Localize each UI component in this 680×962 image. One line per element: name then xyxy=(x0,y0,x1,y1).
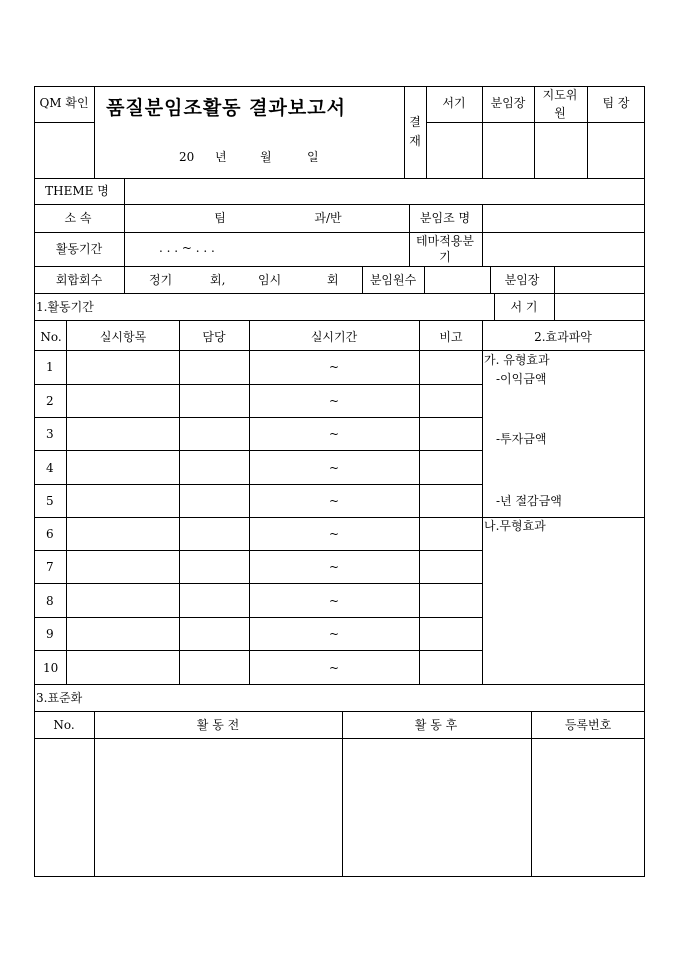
team-label: 팀 xyxy=(214,211,226,225)
divider xyxy=(34,738,645,739)
effects-title: 2.효과파악 xyxy=(534,330,592,344)
divider xyxy=(179,320,180,684)
divider xyxy=(34,583,482,584)
divider xyxy=(34,550,482,551)
annual-saving-label: -년 절감금액 xyxy=(496,494,562,508)
row-no: 6 xyxy=(46,527,54,541)
row-no: 2 xyxy=(46,394,54,408)
divider xyxy=(419,320,420,684)
tangible-effect-label: 가. 유형효과 xyxy=(484,353,550,367)
divider xyxy=(426,86,427,178)
report-form xyxy=(34,86,645,876)
divider xyxy=(554,266,555,320)
approver-secretary: 서기 xyxy=(442,96,466,110)
divider xyxy=(34,178,645,179)
approval-label-1: 결 xyxy=(409,115,421,129)
divider xyxy=(34,417,482,418)
regular-unit: 회, xyxy=(210,273,226,287)
divider xyxy=(34,684,645,685)
divider xyxy=(94,86,95,178)
divider xyxy=(362,266,363,293)
divider xyxy=(34,122,94,123)
approver-leader: 분임장 xyxy=(490,96,526,110)
members-label: 분임원수 xyxy=(369,273,417,287)
divider xyxy=(424,266,425,293)
member-name-label: 분임조 명 xyxy=(419,211,471,225)
row-no: 5 xyxy=(46,494,54,508)
affiliation-label: 소 속 xyxy=(64,211,92,225)
col-no: No. xyxy=(40,330,62,344)
col-owner: 담당 xyxy=(202,330,226,344)
dept-label: 과/반 xyxy=(314,211,342,225)
row-tilde: ~ xyxy=(328,494,340,508)
approver-advisor-2: 원 xyxy=(554,106,566,120)
divider xyxy=(34,711,645,712)
divider xyxy=(66,320,67,684)
theme-applied-label-2: 기 xyxy=(439,250,451,264)
divider xyxy=(94,711,95,876)
divider xyxy=(34,320,645,321)
col-period: 실시기간 xyxy=(310,330,358,344)
date-month: 월 xyxy=(260,150,272,164)
std-col-registration: 등록번호 xyxy=(564,718,612,732)
profit-amount-label: -이익금액 xyxy=(496,372,547,386)
divider xyxy=(490,266,491,293)
row-no: 3 xyxy=(46,427,54,441)
col-remark: 비고 xyxy=(439,330,463,344)
row-tilde: ~ xyxy=(328,360,340,374)
row-tilde: ~ xyxy=(328,661,340,675)
page-title: 품질분임조활동 결과보고서 xyxy=(106,97,346,119)
divider xyxy=(342,711,343,876)
divider xyxy=(34,204,645,205)
regular-label: 정기 xyxy=(149,273,173,287)
border xyxy=(34,876,645,877)
divider xyxy=(404,86,405,178)
theme-applied-label-1: 테마적용분 xyxy=(416,234,474,248)
divider xyxy=(531,711,532,876)
approval-label-2: 재 xyxy=(409,134,421,148)
divider xyxy=(124,178,125,266)
divider xyxy=(482,86,483,178)
row-tilde: ~ xyxy=(328,461,340,475)
theme-label: THEME 명 xyxy=(45,184,109,198)
adhoc-label: 임시 xyxy=(258,273,282,287)
divider xyxy=(34,617,482,618)
col-item: 실시항목 xyxy=(99,330,147,344)
qm-confirm-label: QM 확인 xyxy=(39,96,89,110)
divider xyxy=(426,122,645,123)
divider xyxy=(409,204,410,266)
row-no: 4 xyxy=(46,461,54,475)
divider xyxy=(587,86,588,178)
period-label: 활동기간 xyxy=(55,242,103,256)
row-tilde: ~ xyxy=(328,427,340,441)
date-day: 일 xyxy=(307,150,319,164)
leader-label: 분임장 xyxy=(504,273,540,287)
adhoc-unit: 회 xyxy=(327,273,339,287)
std-col-before: 활 동 전 xyxy=(196,718,240,732)
meetings-label: 회합회수 xyxy=(55,273,103,287)
row-no: 1 xyxy=(46,360,54,374)
divider xyxy=(124,266,125,293)
divider xyxy=(34,384,482,385)
divider xyxy=(34,484,482,485)
divider xyxy=(534,86,535,178)
std-col-no: No. xyxy=(53,718,75,732)
intangible-effect-label: 나.무형효과 xyxy=(484,519,546,533)
divider xyxy=(34,650,482,651)
divider xyxy=(482,320,483,684)
secretary-label: 서 기 xyxy=(510,300,538,314)
row-tilde: ~ xyxy=(328,560,340,574)
divider xyxy=(482,204,483,266)
period-value: . . . ~ . . . xyxy=(159,241,215,255)
approver-advisor-1: 지도위 xyxy=(542,88,578,102)
date-year: 년 xyxy=(215,150,227,164)
row-no: 8 xyxy=(46,594,54,608)
divider xyxy=(249,320,250,684)
row-tilde: ~ xyxy=(328,527,340,541)
divider xyxy=(34,350,645,351)
investment-amount-label: -투자금액 xyxy=(496,432,547,446)
section1-title: 1.활동기간 xyxy=(36,300,94,314)
date-year-prefix: 20 xyxy=(179,150,195,164)
row-tilde: ~ xyxy=(328,594,340,608)
divider xyxy=(34,450,482,451)
approver-team-lead: 팀 장 xyxy=(602,96,630,110)
row-no: 10 xyxy=(43,661,59,675)
row-tilde: ~ xyxy=(328,627,340,641)
divider xyxy=(494,293,495,320)
section3-title: 3.표준화 xyxy=(36,691,83,705)
border xyxy=(34,86,645,87)
row-no: 9 xyxy=(46,627,54,641)
std-col-after: 활 동 후 xyxy=(414,718,458,732)
row-no: 7 xyxy=(46,560,54,574)
divider xyxy=(34,232,645,233)
divider xyxy=(34,517,645,518)
row-tilde: ~ xyxy=(328,394,340,408)
